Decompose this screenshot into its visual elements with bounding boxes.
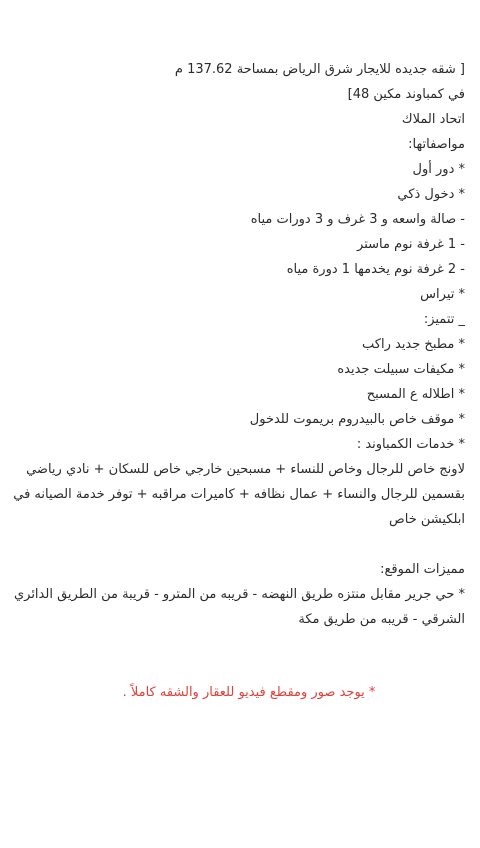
specs-heading: مواصفاتها:	[408, 137, 465, 152]
compound-services-heading: * خدمات الكمباوند :	[356, 437, 465, 452]
spec-first-floor: * دور أول	[412, 162, 465, 177]
title-line-1: [ شقه جديده للايجار شرق الرياض بمساحة 137.62 م	[174, 62, 465, 77]
spec-master-bedroom: - 1 غرفة نوم ماستر	[357, 237, 465, 252]
spacer	[12, 632, 468, 680]
title-line-2: في كمباوند مكين 48]	[347, 87, 465, 102]
compound-services-paragraph: لاونج خاص للرجال وخاص للنساء + مسبحين خارجي خاص للسكان + نادي رياضي بقسمين للرجال والنساء + عمال نظافه + كاميرات مراقبه + توفر خدمة الصيانه في ابلكيشن خاص	[13, 462, 465, 527]
spec-terrace: * تيراس	[420, 287, 465, 302]
feature-kitchen: * مطبخ جديد راكب	[362, 337, 465, 352]
media-notice: * يوجد صور ومقطع فيديو للعقار والشقه كاملاً .	[122, 685, 376, 700]
feature-pool-view: * اطلاله ع المسبح	[366, 387, 465, 402]
spec-hall-rooms: - صالة واسعه و 3 غرف و 3 دورات مياه	[250, 212, 465, 227]
location-paragraph: * حي جرير مقابل منتزه طريق النهضه - قريبه من المترو - قريبة من الطريق الدائري الشرقي - قريبه من طريق مكة	[13, 587, 465, 627]
spec-bedrooms: - 2 غرفة نوم يخدمها 1 دورة مياه	[286, 262, 465, 277]
spacer	[12, 532, 468, 557]
features-heading: _ تتميز:	[423, 312, 465, 327]
spec-smart-entry: * دخول ذكي	[397, 187, 465, 202]
feature-ac: * مكيفات سبيلت جديده	[337, 362, 465, 377]
owners-association: اتحاد الملاك	[401, 112, 465, 127]
location-heading: مميزات الموقع:	[380, 562, 465, 577]
feature-parking: * موقف خاص بالبيدروم بريموت للدخول	[249, 412, 465, 427]
